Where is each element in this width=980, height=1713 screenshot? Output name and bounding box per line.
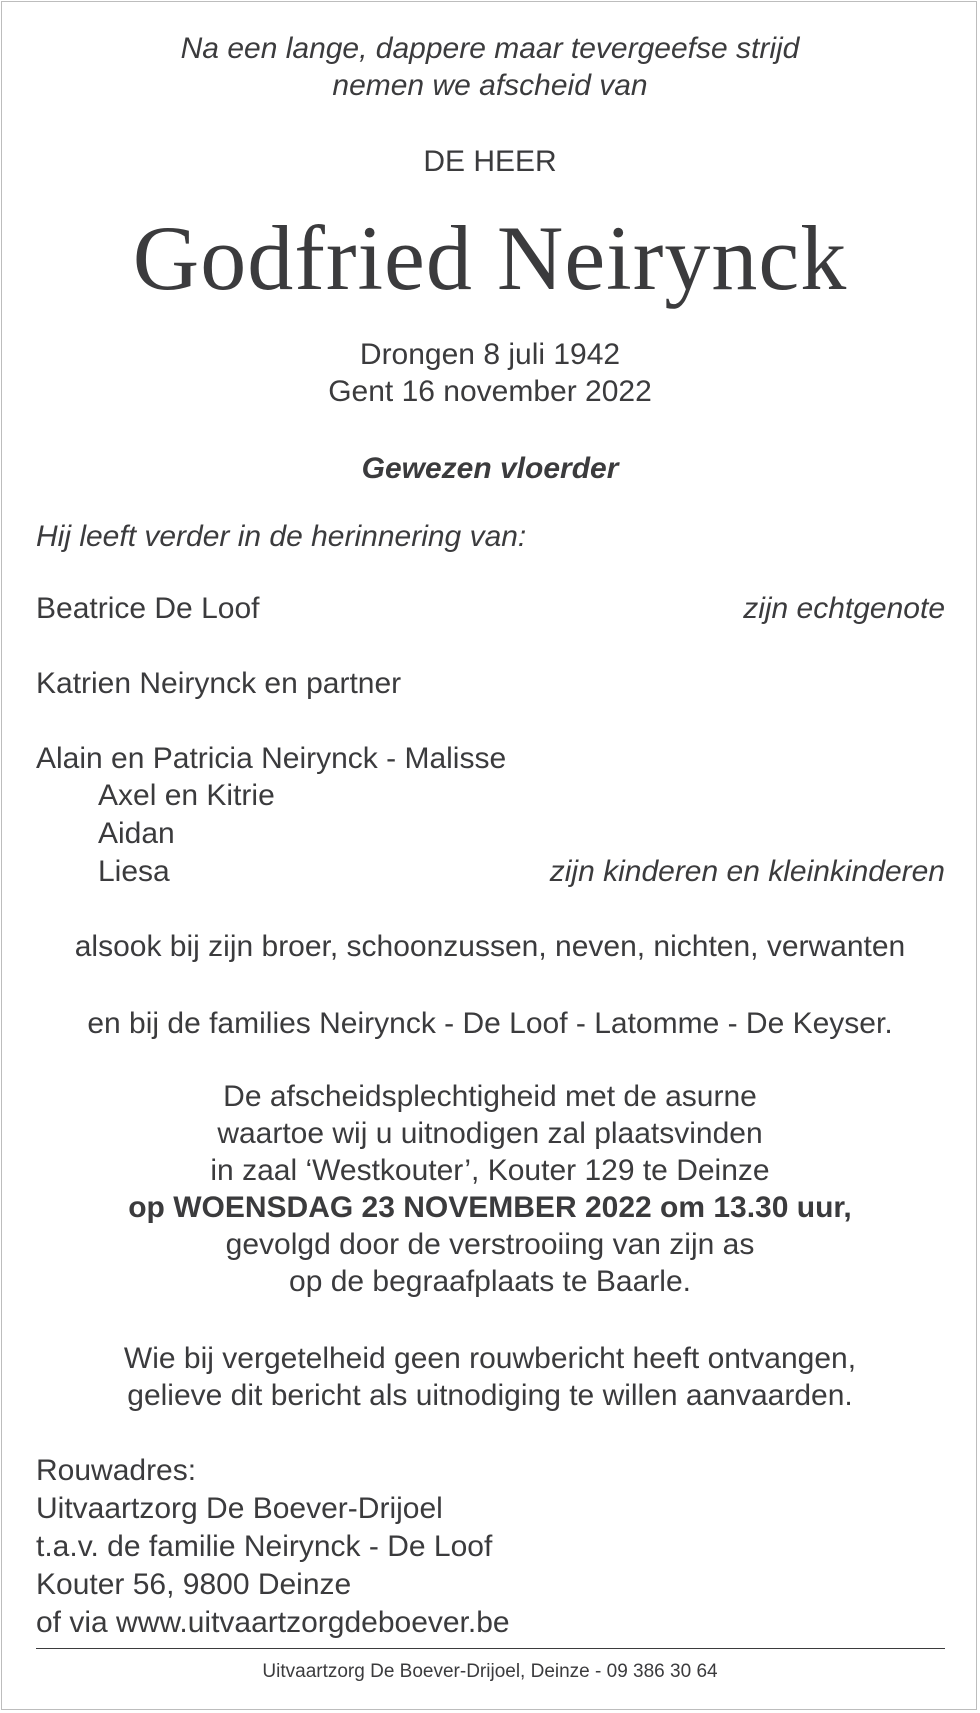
- grandchild: Liesa: [98, 855, 170, 888]
- spouse-role: zijn echtgenote: [743, 592, 945, 625]
- ceremony-date: op WOENSDAG 23 NOVEMBER 2022 om 13.30 uur,: [128, 1191, 852, 1224]
- footer-divider: [36, 1648, 945, 1649]
- ceremony-line-5: gevolgd door de verstrooiing van zijn as: [225, 1228, 755, 1261]
- intro-line-1: Na een lange, dappere maar tevergeefse strijd: [180, 32, 800, 65]
- grandchild: Aidan: [98, 817, 175, 850]
- grandchild: Axel en Kitrie: [98, 779, 275, 812]
- children-role: zijn kinderen en kleinkinderen: [549, 855, 945, 888]
- families-line: en bij de families Neirynck - De Loof - Latomme - De Keyser.: [87, 1007, 893, 1040]
- ceremony-line-3: in zaal ‘Westkouter’, Kouter 129 te Deinze: [210, 1154, 770, 1187]
- address-website: of via www.uitvaartzorgdeboever.be: [36, 1606, 510, 1639]
- intro-line-2: nemen we afscheid van: [332, 69, 648, 102]
- title: DE HEER: [423, 145, 557, 178]
- address-label: Rouwadres:: [36, 1454, 197, 1487]
- child-1: Katrien Neirynck en partner: [36, 667, 402, 700]
- invitation-line-1: Wie bij vergetelheid geen rouwbericht heeft ontvangen,: [123, 1342, 857, 1375]
- footer-text: Uitvaartzorg De Boever-Drijoel, Deinze - 09 386 30 64: [262, 1661, 718, 1682]
- profession: Gewezen vloerder: [361, 452, 619, 485]
- death-line: Gent 16 november 2022: [328, 375, 652, 408]
- ceremony-line-6: op de begraafplaats te Baarle.: [289, 1265, 691, 1298]
- address-line-2: t.a.v. de familie Neirynck - De Loof: [36, 1530, 493, 1563]
- birth-line: Drongen 8 juli 1942: [359, 338, 621, 371]
- ceremony-line-1: De afscheidsplechtigheid met de asurne: [223, 1080, 757, 1113]
- invitation-line-2: gelieve dit bericht als uitnodiging te willen aanvaarden.: [127, 1379, 853, 1412]
- memory-intro: Hij leeft verder in de herinnering van:: [36, 520, 527, 553]
- address-line-1: Uitvaartzorg De Boever-Drijoel: [36, 1492, 443, 1525]
- ceremony-line-2: waartoe wij u uitnodigen zal plaatsvinden: [217, 1117, 763, 1150]
- deceased-name: Godfried Neirynck: [132, 207, 848, 309]
- also-relatives: alsook bij zijn broer, schoonzussen, neven, nichten, verwanten: [74, 930, 906, 963]
- spouse-name: Beatrice De Loof: [36, 592, 260, 625]
- child-2: Alain en Patricia Neirynck - Malisse: [36, 742, 507, 775]
- address-line-3: Kouter 56, 9800 Deinze: [36, 1568, 352, 1601]
